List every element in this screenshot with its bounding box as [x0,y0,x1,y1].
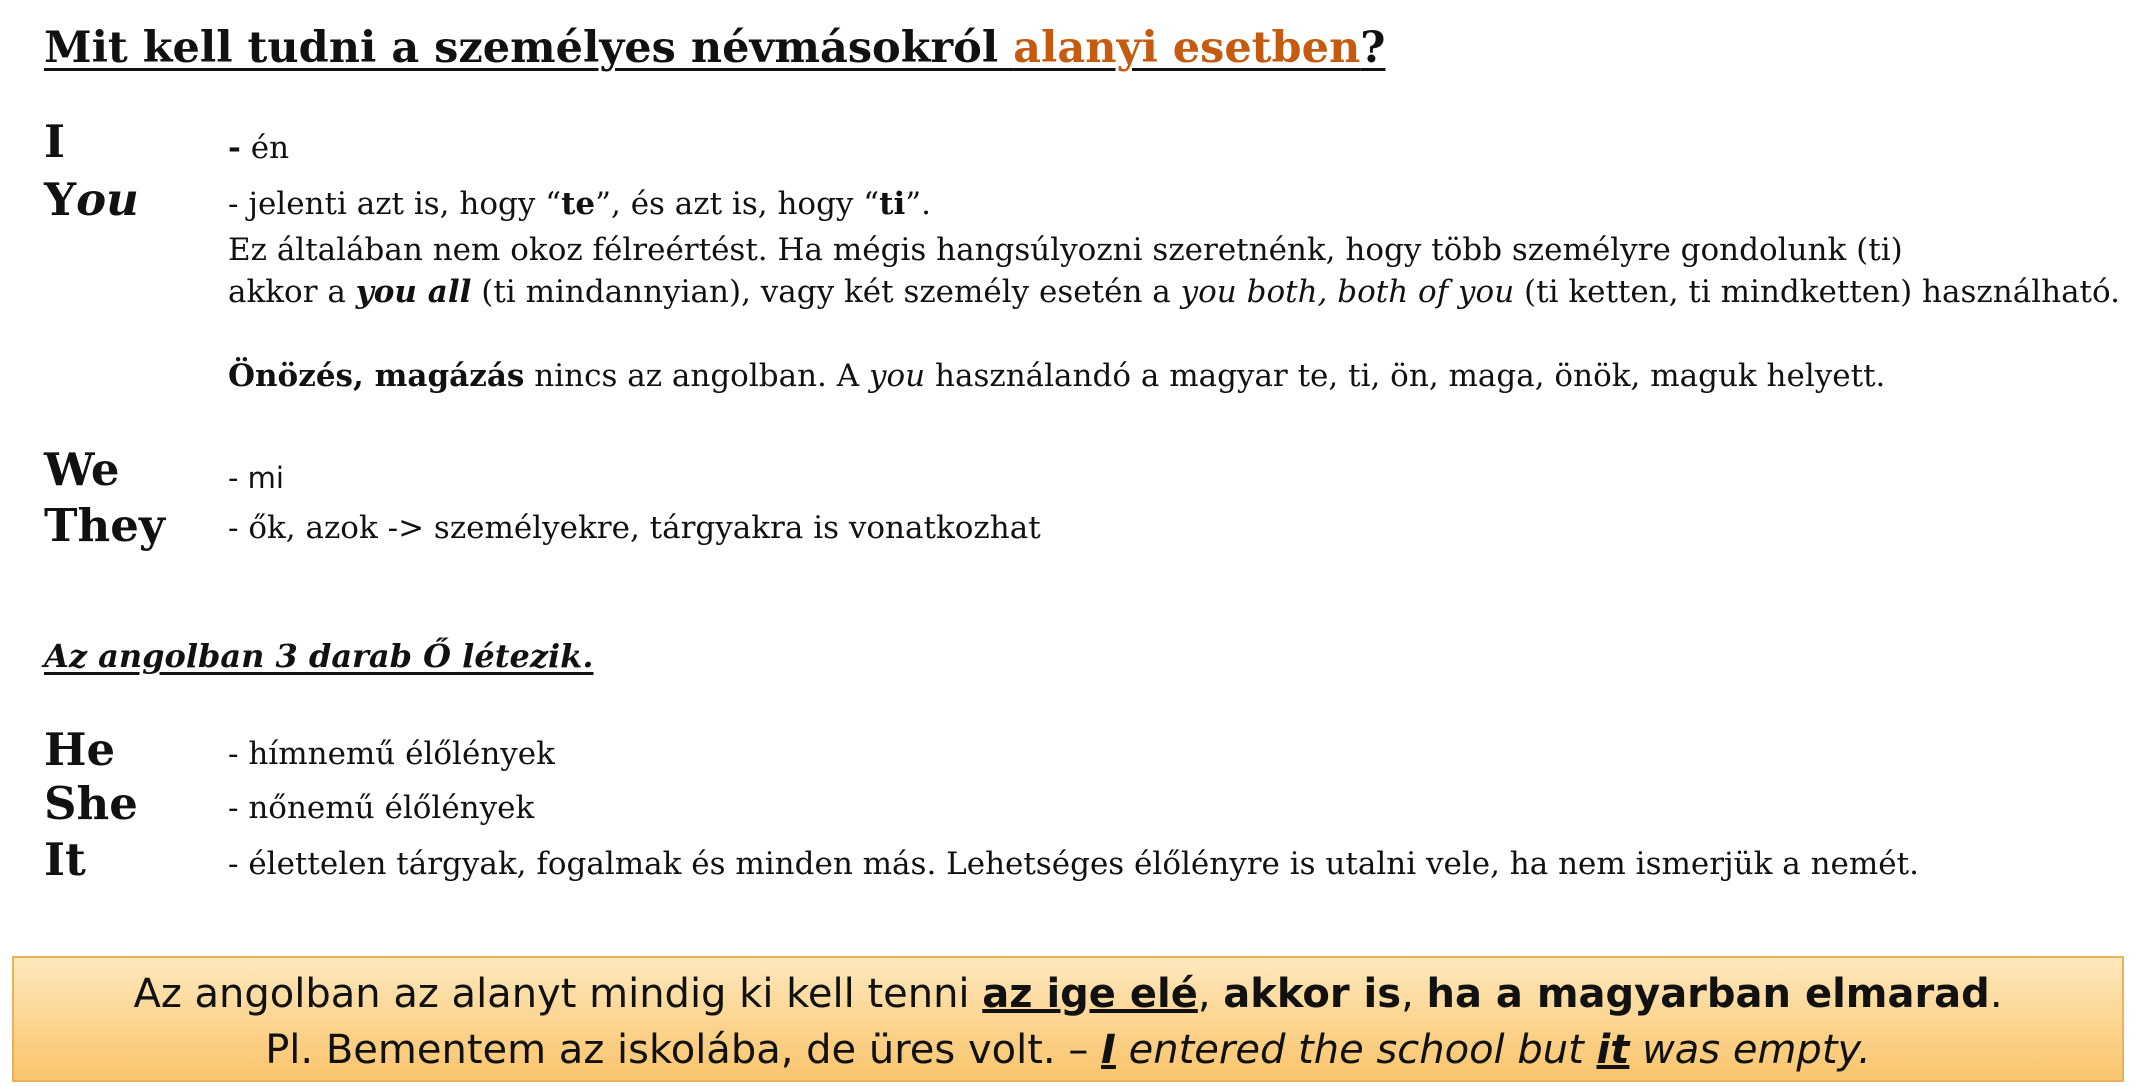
pronoun-you-definition-line-3 [228,270,2120,314]
you-line1-part-c: ”, és azt is, hogy “ [595,186,880,222]
you-line3-part-e: (ti ketten, ti mindketten) használható. [1514,274,2120,310]
callout-line1-period: . [1989,971,2003,1017]
callout-line1-comma-2: , [1401,971,1427,1017]
pronoun-it-definition: - élettelen tárgyak, fogalmak és minden más. Lehetséges élőlényre is utalni vele, ha nem ismerjük a nemét. [228,846,1919,882]
callout-line-1 [14,966,2122,1022]
callout-line2-was-empty: was empty. [1629,1027,1871,1073]
callout-line2-entered: entered the school but [1115,1027,1597,1073]
you-line1-part-a: - jelenti azt is, hogy “ [228,186,562,222]
you-line4-part-b: nincs az angolban. A [524,358,869,394]
you-line4-onozes: Önözés, magázás [228,358,525,394]
callout-line-2 [14,1022,2122,1078]
you-line3-part-c: (ti mindannyian), vagy két személy esetén a [471,274,1181,310]
pronoun-they-definition: - ők, azok -> személyekre, tárgyakra is vonatkozhat [228,510,1041,546]
pronoun-we-definition: - mi [228,461,284,495]
pronoun-it-label: It [44,833,86,886]
pronoun-i-dash: - [228,130,241,166]
pronoun-you-definition-line-1 [228,182,931,226]
pronoun-i-text: én [240,130,290,166]
page-title [44,20,1385,76]
pronoun-he-label: He [44,723,116,776]
pronoun-he-definition: - hímnemű élőlények [228,736,555,772]
callout-line2-i: I [1101,1027,1116,1073]
pronoun-you-label [44,172,139,228]
you-line1-part-e: ”. [905,186,931,222]
pronoun-i-label: I [44,115,66,168]
callout-line2-part-a: Pl. Bementem az iskolába, de üres volt. – [265,1027,1102,1073]
pronoun-they-label: They [44,499,165,552]
you-line3-you-both: you both, both of you [1180,274,1515,310]
you-line3-part-a: akkor a [228,274,356,310]
you-line4-part-d: használandó a magyar te, ti, ön, maga, önök, maguk helyett. [925,358,1886,394]
callout-line1-akkor-is: akkor is [1223,971,1402,1017]
pronoun-you-definition-line-2: Ez általában nem okoz félreértést. Ha mégis hangsúlyozni szeretnénk, hogy több személyre gondolunk (ti) [228,232,1903,268]
callout-line1-ha-a-magyarban: ha a magyarban elmarad [1426,971,1990,1017]
pronoun-you-label-rest: ou [76,173,139,226]
callout-line1-az-ige-ele: az ige elé [982,971,1198,1017]
you-line3-you-all: you all [355,274,472,310]
title-accent: alanyi esetben [1013,23,1361,73]
title-suffix: ? [1360,23,1386,73]
pronoun-she-definition: - nőnemű élőlények [228,790,535,826]
rule-callout-box [12,956,2124,1082]
callout-line1-comma-1: , [1197,971,1224,1017]
you-line1-te: te [561,186,596,222]
pronoun-you-definition-line-4 [228,354,1885,398]
pronoun-she-label: She [44,777,138,830]
pronoun-you-label-initial: Y [44,173,77,226]
callout-line1-part-a: Az angolban az alanyt mindig ki kell tenni [133,971,983,1017]
pronoun-we-label: We [44,443,120,496]
you-line4-you: you [869,358,926,394]
pronoun-i-definition [228,126,289,170]
callout-line2-it: it [1596,1027,1630,1073]
you-line1-ti: ti [879,186,906,222]
subheading: Az angolban 3 darab Ő létezik. [44,637,594,675]
title-prefix: Mit kell tudni a személyes névmásokról [44,23,1014,73]
